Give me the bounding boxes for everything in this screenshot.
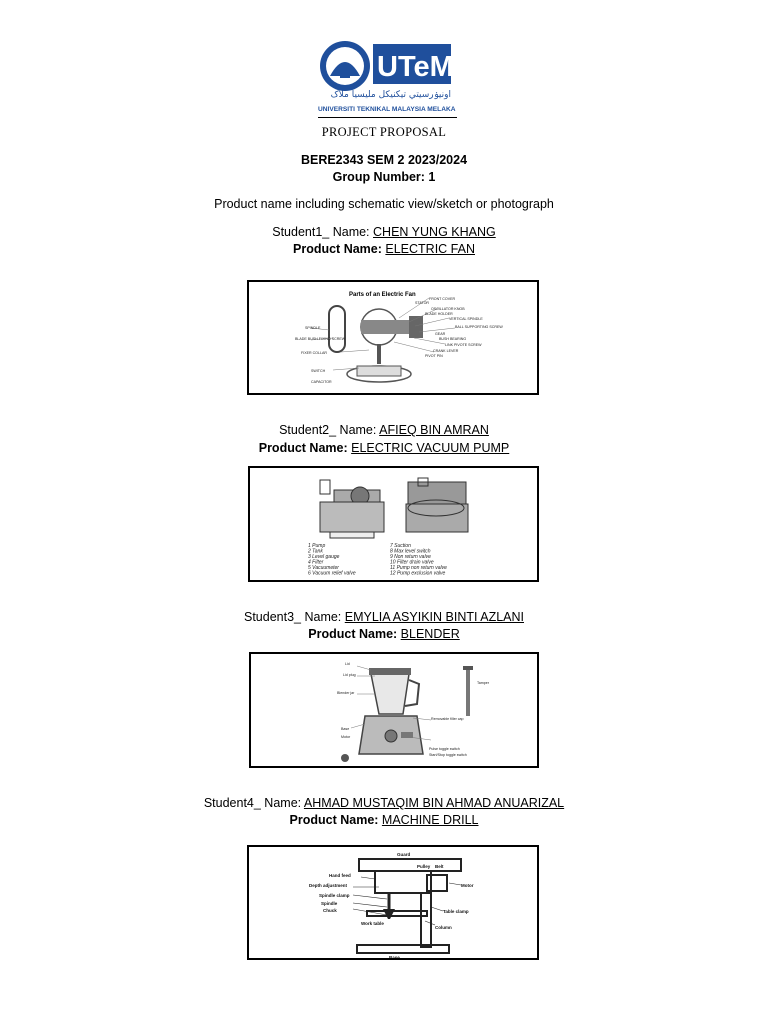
blender-label: Lid bbox=[345, 662, 350, 666]
fan-label: BLADE BUSH FIXING SCREW bbox=[295, 337, 346, 341]
course-code: BERE2343 SEM 2 2023/2024 bbox=[300, 153, 468, 167]
student1-product-line bbox=[0, 242, 768, 256]
drill-label: Work table bbox=[361, 921, 384, 926]
fan-label: BLADE HOLDER bbox=[425, 312, 453, 316]
drill-label: Hand feed bbox=[329, 873, 351, 878]
student-name-label: Student2_ Name: bbox=[279, 423, 380, 437]
drill-label: Depth adjustment bbox=[309, 883, 348, 888]
blender-figure bbox=[249, 652, 539, 768]
student-name-label: Student4_ Name: bbox=[203, 796, 304, 810]
pump-legend-item: 9 Non return valve bbox=[390, 554, 431, 560]
pump-legend-item: 10 Filter drain valve bbox=[390, 559, 434, 566]
pump-legend-item: 4 Filter bbox=[308, 559, 324, 566]
university-emblem-icon bbox=[320, 41, 370, 91]
student-name: AHMAD MUSTAQIM BIN AHMAD ANUARIZAL bbox=[303, 796, 565, 810]
utem-logo bbox=[318, 38, 456, 116]
product-name-label: Product Name: bbox=[258, 441, 352, 455]
proposal-title: PROJECT PROPOSAL bbox=[321, 125, 447, 139]
fan-label: SWITCH bbox=[311, 369, 326, 373]
product-name: ELECTRIC VACUUM PUMP bbox=[351, 441, 510, 455]
fan-label: FRONT COVER bbox=[429, 297, 456, 301]
student-name-label: Student3_ Name: bbox=[244, 610, 345, 624]
blender-label: Tamper bbox=[477, 681, 489, 685]
fan-label: BALL SUPPORTING SCREW bbox=[455, 325, 503, 329]
utem-wordmark: UTeM bbox=[377, 51, 454, 83]
fan-label: STATOR bbox=[415, 301, 429, 305]
drill-label: Guard bbox=[397, 852, 411, 857]
fan-label: BUSH BEARING bbox=[439, 337, 467, 341]
blender-label: Start/Stop toggle switch bbox=[429, 753, 467, 757]
drill-label: Chuck bbox=[323, 908, 337, 913]
pump-legend-item: 12 Pump exclusion valve bbox=[390, 570, 446, 577]
fan-label: GEAR bbox=[435, 332, 446, 336]
fan-label: LINK PIVOTE SCREW bbox=[445, 343, 482, 347]
student2-name-line bbox=[0, 423, 768, 437]
utem-university-name: UNIVERSITI TEKNIKAL MALAYSIA MELAKA bbox=[318, 106, 456, 113]
fan-label: VERTICAL SPINDLE bbox=[449, 317, 483, 321]
drill-label: Pulley bbox=[417, 864, 431, 869]
blender-label: Removable filler cap bbox=[431, 717, 464, 721]
student4-name-line bbox=[0, 796, 768, 810]
pump-legend-item: 1 Pump bbox=[308, 543, 326, 549]
drill-label: Motor bbox=[461, 883, 474, 888]
product-name-label: Product Name: bbox=[308, 627, 401, 641]
figure-title: Parts of an Electric Fan bbox=[349, 292, 416, 298]
student-name: AFIEQ BIN AMRAN bbox=[379, 423, 489, 437]
student-name: EMYLIA ASYIKIN BINTI AZLANI bbox=[344, 610, 524, 624]
blender-label: Motor bbox=[341, 735, 351, 739]
drill-label: Column bbox=[435, 925, 452, 930]
fan-label: OSCILLATOR KNOB bbox=[431, 307, 465, 311]
fan-label: PIVOT PIN bbox=[425, 354, 443, 358]
pump-legend-item: 5 Vacuumeter bbox=[308, 565, 339, 571]
product-name-label: Product Name: bbox=[293, 242, 386, 256]
blender-label: Pulse toggle switch bbox=[429, 747, 460, 751]
drill-label: Base bbox=[389, 955, 400, 958]
drill-label: Spindle bbox=[321, 901, 338, 906]
student4-product-line bbox=[0, 813, 768, 827]
blender-label: Base bbox=[341, 727, 350, 731]
pump-legend-item: 3 Level gauge bbox=[308, 554, 340, 560]
student3-name-line bbox=[0, 610, 768, 624]
student2-product-line bbox=[0, 441, 768, 455]
machine-drill-figure bbox=[247, 845, 539, 960]
drill-label: Spindle clamp bbox=[319, 893, 350, 898]
drill-label: Belt bbox=[435, 864, 444, 869]
fan-label: CAPACITOR bbox=[311, 380, 332, 384]
student-name: CHEN YUNG KHANG bbox=[373, 225, 496, 239]
group-number: Group Number: 1 bbox=[332, 170, 436, 184]
student1-name-line bbox=[0, 225, 768, 239]
student-name-label: Student1_ Name: bbox=[272, 225, 374, 239]
utem-jawi-text: اونيۏرسيتي تيكنيكل مليسيا ملاک bbox=[330, 90, 451, 100]
pump-legend-item: 6 Vacuum relief valve bbox=[308, 570, 356, 577]
blender-label: Lid plug bbox=[343, 673, 356, 677]
fan-label: FIXER COLLAR bbox=[301, 351, 327, 355]
vacuum-pump-figure bbox=[248, 466, 539, 582]
product-name: ELECTRIC FAN bbox=[385, 242, 475, 256]
product-name: BLENDER bbox=[400, 627, 460, 641]
electric-fan-figure bbox=[247, 280, 539, 395]
pump-legend-item: 11 Pump non return valve bbox=[390, 565, 447, 571]
student3-product-line bbox=[0, 627, 768, 641]
fan-label: CRANK LEVER bbox=[433, 349, 459, 353]
product-name: MACHINE DRILL bbox=[381, 813, 479, 827]
fan-label: SPINDLE bbox=[305, 326, 321, 330]
pump-legend-item: 7 Suction bbox=[390, 543, 411, 549]
product-name-label: Product Name: bbox=[289, 813, 382, 827]
pump-legend-item: 2 Tank bbox=[308, 548, 323, 555]
drill-label: Table clamp bbox=[443, 909, 469, 914]
pump-legend-item: 8 Max level switch bbox=[390, 548, 431, 555]
title-rule bbox=[318, 117, 457, 118]
instruction-text: Product name including schematic view/sketch or photograph bbox=[214, 197, 554, 211]
blender-label: Blender jar bbox=[337, 691, 355, 695]
